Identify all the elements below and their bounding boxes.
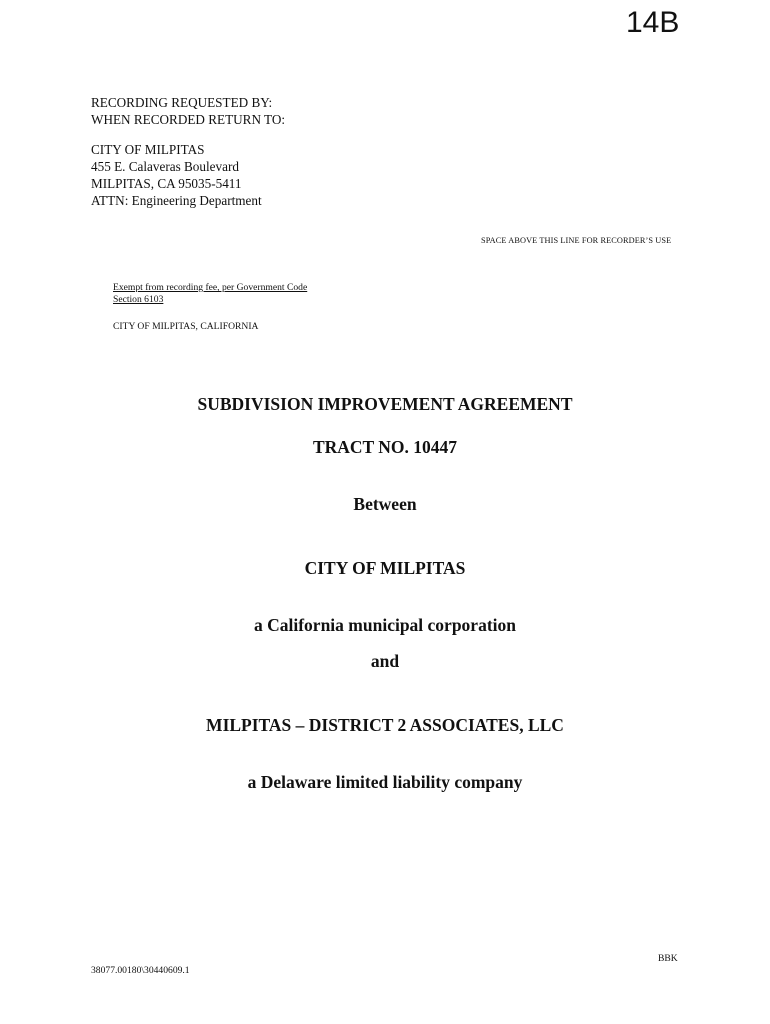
between-label: Between <box>353 494 417 514</box>
document-reference: 38077.00180\30440609.1 <box>91 965 190 976</box>
page-number: 14B <box>626 6 680 39</box>
exempt-line-1: Exempt from recording fee, per Government Code <box>113 282 308 293</box>
when-recorded-return-to: WHEN RECORDED RETURN TO: <box>91 112 286 127</box>
exempt-line-2: Section 6103 <box>113 294 164 305</box>
footer-initials: BBK <box>658 953 678 964</box>
return-address <box>91 141 262 209</box>
tract-number: TRACT NO. 10447 <box>312 437 458 457</box>
exempt-note <box>113 282 307 306</box>
address-name: CITY OF MILPITAS <box>91 142 205 157</box>
address-attn: ATTN: Engineering Department <box>91 193 262 208</box>
recording-requested-by: RECORDING REQUESTED BY: <box>91 95 273 110</box>
recording-header <box>91 94 285 128</box>
party-two-name: MILPITAS – DISTRICT 2 ASSOCIATES, LLC <box>206 715 564 735</box>
party-one-name: CITY OF MILPITAS <box>304 558 466 578</box>
city-state-label: CITY OF MILPITAS, CALIFORNIA <box>113 321 259 332</box>
party-one-description: a California municipal corporation <box>253 615 516 635</box>
party-two-description: a Delaware limited liability company <box>247 772 523 792</box>
agreement-title: SUBDIVISION IMPROVEMENT AGREEMENT <box>197 394 573 414</box>
and-label: and <box>370 651 400 671</box>
address-city-state-zip: MILPITAS, CA 95035-5411 <box>91 176 242 191</box>
recorder-use-note: SPACE ABOVE THIS LINE FOR RECORDER’S USE <box>481 236 672 245</box>
address-street: 455 E. Calaveras Boulevard <box>91 159 239 174</box>
